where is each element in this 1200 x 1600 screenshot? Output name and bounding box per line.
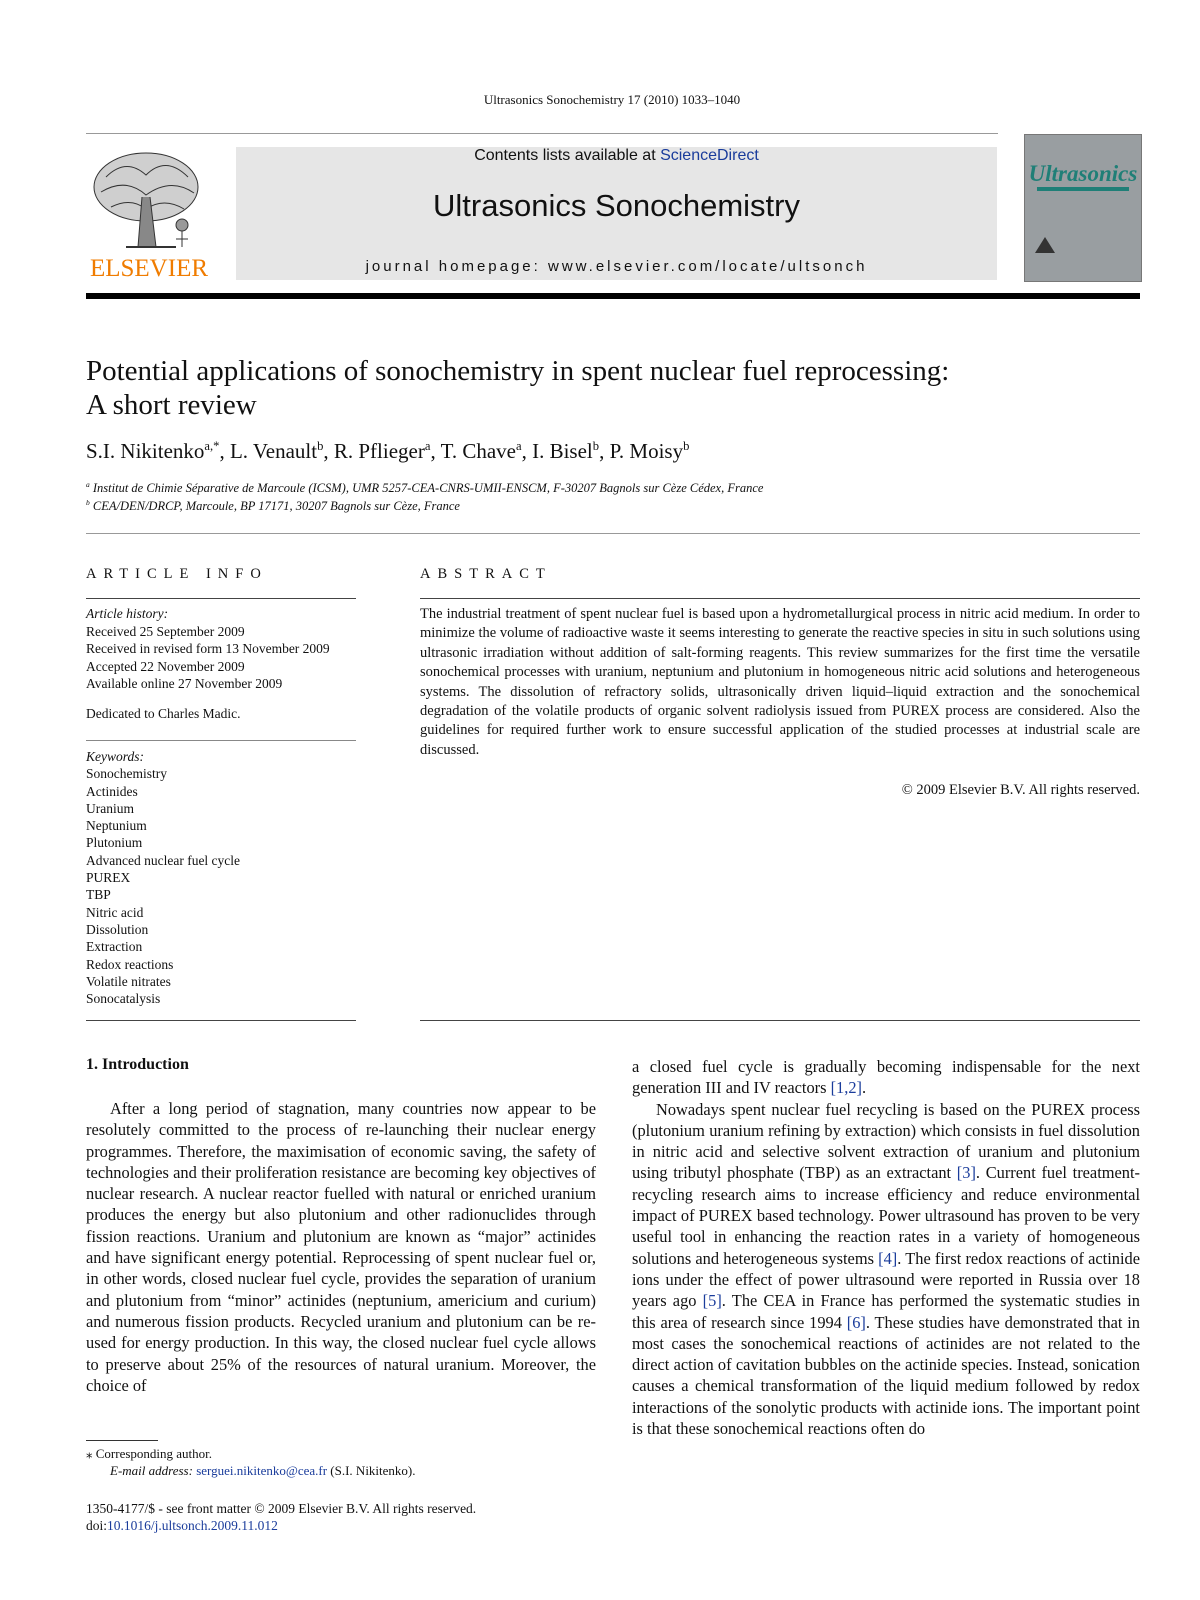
citation-link[interactable]: [3] [956,1163,976,1183]
contents-prefix: Contents lists available at [474,147,661,164]
paragraph: a closed fuel cycle is gradually becoming indispensable for the next generation III and IV reactors [1,2]. [632,1057,1140,1098]
dedication: Dedicated to Charles Madic. [86,706,241,721]
author-affil-mark: a [424,439,431,453]
paragraph-text: a closed fuel cycle is gradually becoming indispensable for the next generation III and IV reactors [632,1057,1140,1098]
journal-banner [236,147,997,280]
section-heading: 1. Introduction [86,1056,189,1073]
keyword: TBP [86,887,111,903]
affiliation-text: CEA/DEN/DRCP, Marcoule, BP 17171, 30207 Bagnols sur Cèze, France [92,499,460,513]
affiliation-mark: b [86,497,90,507]
abstract-rule [420,1020,1140,1021]
paragraph-text: Nowadays spent nuclear fuel recycling is based on the PUREX process (plutonium uranium refining by extraction) which consists in fuel dissolution in nitric acid and selective solvent extraction of uranium and plutonium using tributyl phosphate (TBP) as an extractant [632,1099,1140,1183]
history-item: Received in revised form 13 November 2009 [86,641,330,656]
abstract-heading: ABSTRACT [420,566,552,582]
info-rule [86,740,356,741]
corresponding-note [86,1445,416,1462]
author-affil-mark: a,* [204,439,220,453]
article-title [86,354,1146,422]
intro-left-column: After a long period of stagnation, many countries now appear to be resolutely committed to the process of re-launching their nuclear energy programmes. Therefore, the maximisation of economic saving, the safety of technologies and their proliferation resistance are becoming key objectives of nuclear research. A nuclear reactor fuelled with natural or enriched uranium produces the energy but also plutonium and other radionuclides through fission reactions. Uranium and plutonium are known as “major” actinides and have significant energy potential. Reprocessing of spent nuclear fuel or, in other words, closed nuclear fuel cycle, provides the separation of uranium and plutonium from “minor” actinides (neptunium, americium and curium) and numerous fission products. Recycled uranium and plutonium can be re-used for energy production. In this way, the closed nuclear fuel cycle allows to preserve about 25% of the resources of natural uranium. Moreover, the choice of [86,1099,596,1395]
affiliation-text: Institut de Chimie Séparative de Marcoule (ICSM), UMR 5257-CEA-CNRS-UMII-ENSCM, F-30207 Bagnols sur Cèze Cédex, France [92,481,764,495]
footnote-text: Corresponding author. [95,1446,213,1461]
citation-link[interactable]: [5] [702,1291,722,1311]
keyword: Nitric acid [86,904,144,920]
keyword: PUREX [86,870,131,886]
footnote-rule [86,1440,158,1441]
author-affil-mark: b [683,439,690,453]
keyword: Extraction [86,939,143,955]
footnote-star: ⁎ [86,1446,93,1461]
elsevier-wordmark: ELSEVIER [89,255,209,282]
sciencedirect-link[interactable]: ScienceDirect [660,147,759,164]
keyword: Uranium [86,800,134,816]
keyword: Neptunium [86,818,147,834]
author[interactable]: P. Moisy [609,439,684,463]
citation-link[interactable]: [1,2] [830,1078,862,1098]
abstract-rule [420,598,1140,599]
keyword: Actinides [86,783,138,799]
section-rule [86,533,1140,534]
info-rule [86,1020,356,1021]
author[interactable]: I. Bisel [532,439,593,463]
keyword: Volatile nitrates [86,973,171,989]
doi-line [86,1517,476,1534]
email-note [86,1462,416,1479]
contents-line [236,147,997,165]
email-suffix: (S.I. Nikitenko). [327,1463,416,1478]
keyword: Sonocatalysis [86,991,161,1007]
history-item: Received 25 September 2009 [86,623,245,639]
cover-subtitle-bar [1037,187,1129,191]
title-line-1: Potential applications of sonochemistry in spent nuclear fuel reprocessing: [86,355,950,387]
author-list: S.I. Nikitenko$^{a,*}$, L. Venault$^b$, R. Pflieger$^a$, T. Chave$^a$, I. Bisel$^b$, P. Moisy$^b$ [86,439,690,463]
doi-prefix: doi: [86,1518,108,1533]
citation-link[interactable]: [4] [878,1248,898,1268]
keyword: Dissolution [86,921,149,937]
citation-link[interactable]: [6] [846,1312,866,1332]
doi-link[interactable]: 10.1016/j.ultsonch.2009.11.012 [107,1518,278,1533]
affiliations [86,479,763,515]
author[interactable]: S.I. Nikitenko [86,439,205,463]
journal-homepage[interactable]: journal homepage: www.elsevier.com/locate/ultsonch [365,258,868,275]
keyword: Advanced nuclear fuel cycle [86,852,241,868]
author-affil-mark: b [317,439,324,453]
paragraph-text: . Current fuel treatment-recycling research aims to increase efficiency and reduce environmental impact of PUREX based technology. Power ultrasound has proven to be very useful tool in enhancing the reaction rates in a variety of homogeneous solutions and heterogeneous systems [632,1163,1140,1268]
history-item: Available online 27 November 2009 [86,676,283,691]
bottom-note [86,1500,476,1534]
keywords [86,748,356,1007]
affiliation-b [86,497,763,515]
running-head: Ultrasonics Sonochemistry 17 (2010) 1033–1040 [483,92,741,107]
cover-title: Ultrasonics [1028,161,1138,186]
keyword: Redox reactions [86,956,174,972]
abstract-copyright: © 2009 Elsevier B.V. All rights reserved. [901,782,1140,798]
keyword: Sonochemistry [86,766,167,782]
journal-cover [1024,134,1142,282]
author-affil-mark: b [592,439,600,453]
author[interactable]: R. Pflieger [333,439,425,463]
keyword: Plutonium [86,835,143,851]
issn-line: 1350-4177/$ - see front matter © 2009 Elsevier B.V. All rights reserved. [86,1501,477,1516]
header-rule [86,133,998,134]
title-line-2: A short review [86,389,257,421]
email-link[interactable]: serguei.nikitenko@cea.fr [196,1463,328,1478]
affiliation-a [86,479,763,497]
header-thick-rule [86,293,1140,299]
email-label: E-mail address: [110,1463,197,1478]
keywords-label: Keywords: [86,749,144,764]
info-rule [86,598,356,599]
cover-logo-icon [1033,235,1057,255]
article-info-heading: ARTICLE INFO [86,566,268,582]
paragraph-text: . These studies have demonstrated that in most cases the sonochemical reactions of actinides are not related to the direct action of cavitation bubbles on the actinide species. Instead, sonication causes a chemical transformation of the liquid medium followed by redox interactions of the sonolytic products with actinide ions. The important point is that these sonochemical reactions often do [632,1312,1140,1439]
abstract-text: The industrial treatment of spent nuclear fuel is based upon a hydrometallurgical process in nitric acid medium. In order to minimize the volume of radioactive waste it seems interesting to generate the reactive species in situ in such solutions using ultrasonic irradiation without addition of salt-forming reagents. This review summarizes for the first time the versatile sonochemical processes with uranium, neptunium and plutonium in homogeneous nitric acid solutions and heterogeneous systems. The dissolution of refractory solids, ultrasonically driven liquid–liquid extraction and the sonochemical degradation of the volatile products of organic solvent radiolysis issued from PUREX process are considered. Also the guidelines for required further work to ensure successful application of the studied processes at industrial scale are discussed. [420,606,1140,758]
affiliation-mark: a [86,479,90,489]
paragraph-text: . The CEA in France has performed the systematic studies in this area of research since 1994 [632,1291,1140,1332]
article-history [86,605,356,693]
paragraph [632,1099,1140,1440]
author[interactable]: T. Chave [440,439,516,463]
journal-name: Ultrasonics Sonochemistry [433,188,800,223]
footnote [86,1445,416,1479]
paragraph-text: . The first redox reactions of actinide ions under the effect of power ultrasound were reported in Russia over 18 years ago [632,1248,1140,1311]
tree-icon [86,147,212,255]
elsevier-logo [86,147,212,283]
author-affil-mark: a [516,439,522,453]
history-item: Accepted 22 November 2009 [86,658,245,674]
history-label: Article history: [86,606,169,621]
intro-right-column [632,1056,1140,1439]
author[interactable]: L. Venault [229,439,318,463]
